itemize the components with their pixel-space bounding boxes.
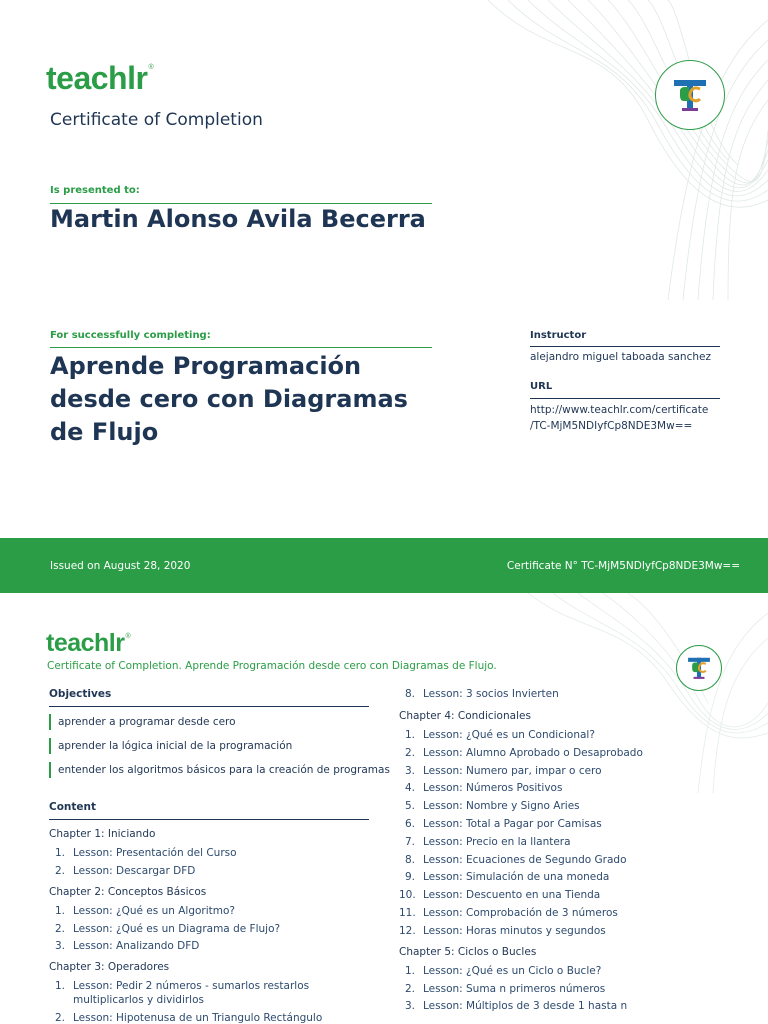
lesson-item: 11. Lesson: Comprobación de 3 números xyxy=(399,906,618,919)
details-subtitle: Certificate of Completion. Aprende Programación desde cero con Diagramas de Flujo. xyxy=(47,660,497,672)
chapter-title: Chapter 3: Operadores xyxy=(49,961,170,974)
lesson-item: 1. Lesson: Presentación del Curso xyxy=(54,847,237,859)
chapter-title: Chapter 4: Condicionales xyxy=(399,710,531,722)
chapter-title: Chapter 2: Conceptos Básicos xyxy=(49,885,207,898)
divider xyxy=(50,347,432,348)
chapter-title: Chapter 1: Iniciando xyxy=(49,828,156,840)
lesson-item: 2. Lesson: Alumno Aprobado o Desaprobado xyxy=(404,746,643,759)
lesson-item: 2. Lesson: Suma n primeros números xyxy=(404,982,606,995)
divider xyxy=(530,346,720,347)
details-page xyxy=(0,593,768,1024)
lesson-item: 4. Lesson: Números Positivos xyxy=(404,782,563,795)
lesson-item: 1. Lesson: ¿Qué es un Condicional? xyxy=(404,729,595,741)
chapter-block xyxy=(399,946,739,1014)
lesson-item: 2. Lesson: Hipotenusa de un Triangulo Rectángulo xyxy=(54,1012,323,1024)
lesson-item: 12. Lesson: Horas minutos y segundos xyxy=(399,924,606,937)
objective-item: entender los algoritmos básicos para la creación de programas xyxy=(49,762,390,778)
lesson-item: 9. Lesson: Simulación de una moneda xyxy=(404,871,610,884)
content-left-column xyxy=(49,828,379,1024)
presented-label: Is presented to: xyxy=(50,185,140,196)
certificate-number: Certificate N° TC-MjM5NDIyfCp8NDE3Mw== xyxy=(506,560,740,572)
lesson-item: 7. Lesson: Precio en la llantera xyxy=(404,835,571,848)
lesson-item: 3. Lesson: Analizando DFD xyxy=(54,940,200,953)
url-line-1: http://www.teachlr.com/certificate xyxy=(530,404,709,416)
recipient-name: Martin Alonso Avila Becerra xyxy=(50,205,426,233)
chapter-block xyxy=(49,828,379,878)
chapter-title: Chapter 5: Ciclos o Bucles xyxy=(399,945,537,958)
chapter-block xyxy=(49,886,379,954)
decorative-waves xyxy=(468,0,768,300)
content-right-column xyxy=(399,687,739,1021)
completing-label: For successfully completing: xyxy=(50,330,211,341)
content-heading: Content xyxy=(49,801,97,813)
divider xyxy=(49,819,369,820)
instructor-label: Instructor xyxy=(530,330,587,341)
divider xyxy=(50,203,432,204)
lesson-item: 2. Lesson: ¿Qué es un Diagrama de Flujo? xyxy=(54,922,281,935)
objective-item: aprender la lógica inicial de la programación xyxy=(49,738,292,754)
objectives-heading: Objectives xyxy=(49,688,112,700)
issued-band xyxy=(0,538,768,593)
lesson-item: 1. Lesson: ¿Qué es un Ciclo o Bucle? xyxy=(404,964,602,977)
lesson-item: 8. Lesson: Ecuaciones de Segundo Grado xyxy=(404,853,627,866)
divider xyxy=(49,706,369,707)
certificate-url[interactable] xyxy=(530,402,708,434)
lesson-item: 10. Lesson: Descuento en una Tienda xyxy=(399,889,601,902)
lesson-item: 1. Lesson: Pedir 2 números - sumarlos restarlos multiplicarlos y dividirlos xyxy=(54,980,310,1007)
issued-date: Issued on August 28, 2020 xyxy=(50,560,191,572)
lesson-item: 3. Lesson: Múltiplos de 3 desde 1 hasta n xyxy=(404,1000,628,1013)
url-line-2: /TC-MjM5NDIyfCp8NDE3Mw== xyxy=(530,420,693,432)
teachlr-logo: teachlr® xyxy=(46,60,154,96)
url-label: URL xyxy=(530,381,553,392)
teachlr-logo: teachlr® xyxy=(46,629,131,657)
lesson-item: 1. Lesson: ¿Qué es un Algoritmo? xyxy=(54,904,235,917)
certificate-heading: Certificate of Completion xyxy=(50,110,263,130)
lesson-item: 6. Lesson: Total a Pagar por Camisas xyxy=(404,817,602,830)
chapter-block xyxy=(399,710,739,938)
lesson-item: 2. Lesson: Descargar DFD xyxy=(54,864,196,877)
course-title: Aprende Programación desde cero con Diagramas de Flujo xyxy=(50,352,408,446)
lesson-item: 3. Lesson: Numero par, impar o cero xyxy=(404,764,602,777)
lesson-item: 5. Lesson: Nombre y Signo Aries xyxy=(404,800,580,813)
course-badge-icon xyxy=(655,60,725,130)
chapter-block xyxy=(49,961,379,1024)
lesson-item: 8. Lesson: 3 socios Invierten xyxy=(404,688,559,700)
instructor-name: alejandro miguel taboada sanchez xyxy=(530,351,711,363)
course-badge-icon xyxy=(676,645,722,691)
divider xyxy=(530,398,720,399)
objective-item: aprender a programar desde cero xyxy=(49,714,236,730)
